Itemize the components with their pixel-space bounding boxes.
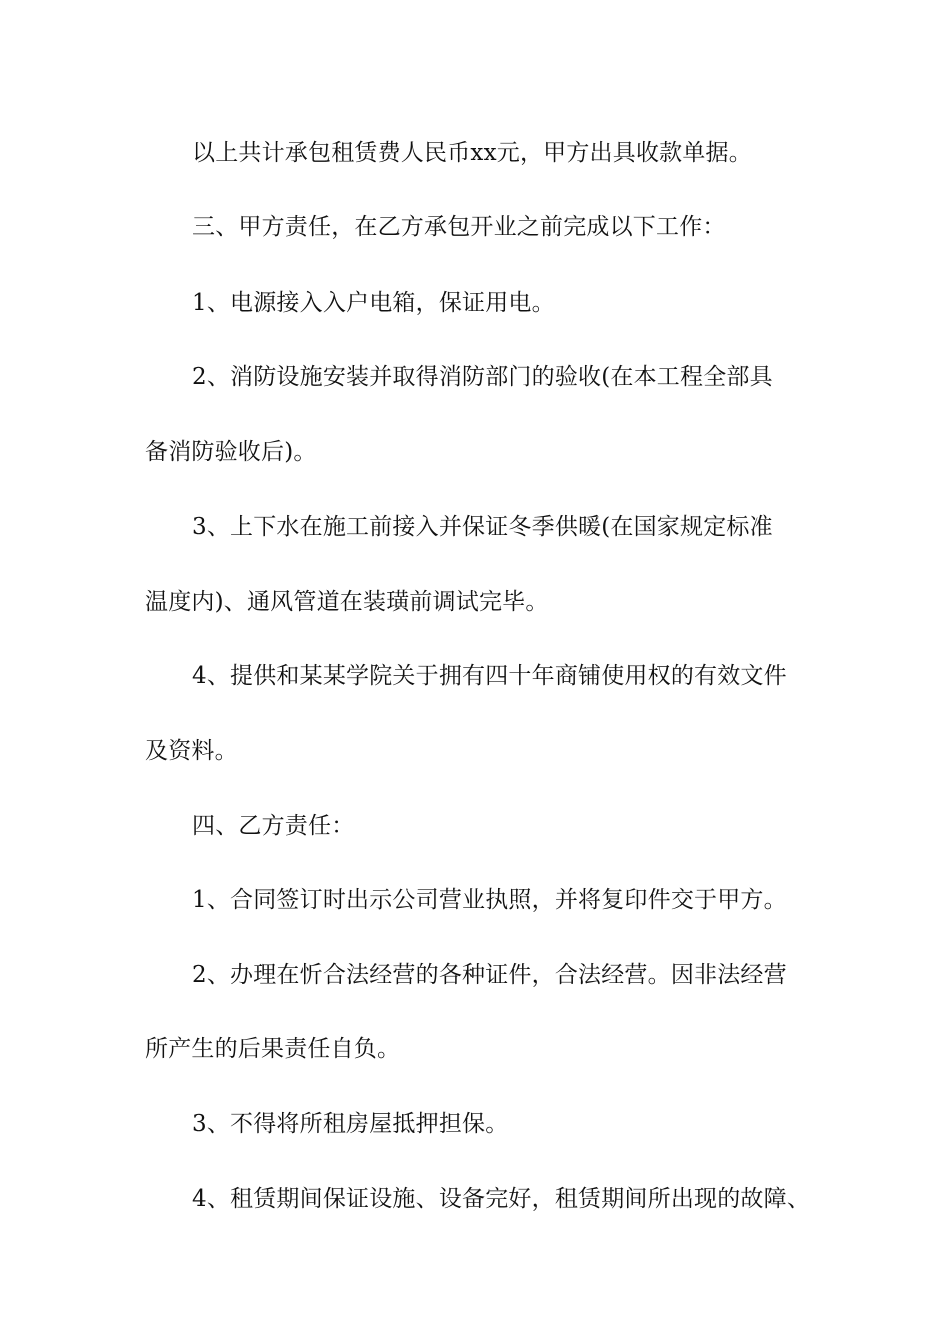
list-item-line: 2、消防设施安装并取得消防部门的验收(在本工程全部具 <box>192 364 773 390</box>
list-item-continuation: 温度内)、通风管道在装璜前调试完毕。 <box>145 589 549 615</box>
paragraph-line: 以上共计承包租赁费人民币xx元，甲方出具收款单据。 <box>192 140 752 166</box>
list-item-line: 1、合同签订时出示公司营业执照，并将复印件交于甲方。 <box>192 887 787 913</box>
list-item-line: 4、提供和某某学院关于拥有四十年商铺使用权的有效文件 <box>192 663 787 689</box>
list-item-continuation: 及资料。 <box>145 738 238 764</box>
list-item-continuation: 备消防验收后)。 <box>145 439 317 465</box>
list-item-line: 1、电源接入入户电箱，保证用电。 <box>192 290 555 316</box>
list-item-line: 2、办理在忻合法经营的各种证件，合法经营。因非法经营 <box>192 962 787 988</box>
list-item-line: 3、上下水在施工前接入并保证冬季供暖(在国家规定标准 <box>192 514 773 540</box>
list-item-continuation: 所产生的后果责任自负。 <box>145 1036 401 1062</box>
list-item-line: 4、租赁期间保证设施、设备完好，租赁期间所出现的故障、 <box>192 1186 811 1212</box>
section-heading: 三、甲方责任，在乙方承包开业之前完成以下工作： <box>192 214 726 240</box>
list-item-line: 3、不得将所租房屋抵押担保。 <box>192 1111 509 1137</box>
section-heading: 四、乙方责任： <box>192 813 355 839</box>
